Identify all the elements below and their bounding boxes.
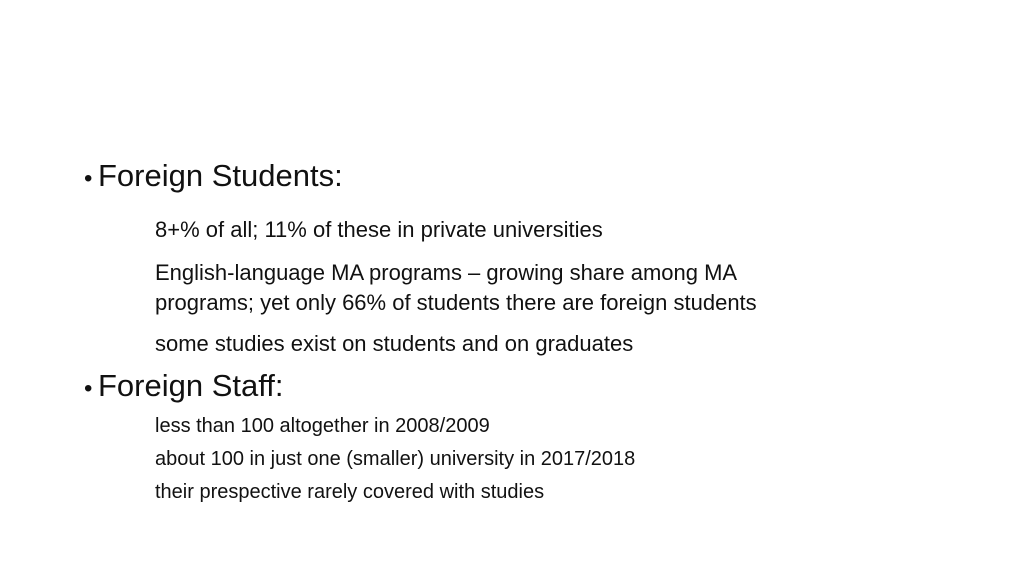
sub-item: less than 100 altogether in 2008/2009 (155, 415, 490, 437)
sub-item: English-language MA programs – growing share among MA (155, 260, 738, 285)
bullet-icon: • (84, 165, 93, 192)
bullet-foreign-students (84, 158, 343, 194)
sub-item: about 100 in just one (smaller) university in 2017/2018 (155, 448, 636, 470)
heading-foreign-students: Foreign Students: (98, 158, 343, 193)
sub-item: programs; yet only 66% of students there are foreign students (155, 290, 757, 315)
bullet-foreign-staff (84, 368, 284, 404)
bullet-icon: • (84, 375, 93, 402)
sub-item: their prespective rarely covered with studies (155, 481, 545, 503)
sub-item: some studies exist on students and on graduates (155, 331, 634, 356)
sub-item: 8+% of all; 11% of these in private universities (155, 217, 603, 242)
heading-foreign-staff: Foreign Staff: (98, 368, 284, 403)
